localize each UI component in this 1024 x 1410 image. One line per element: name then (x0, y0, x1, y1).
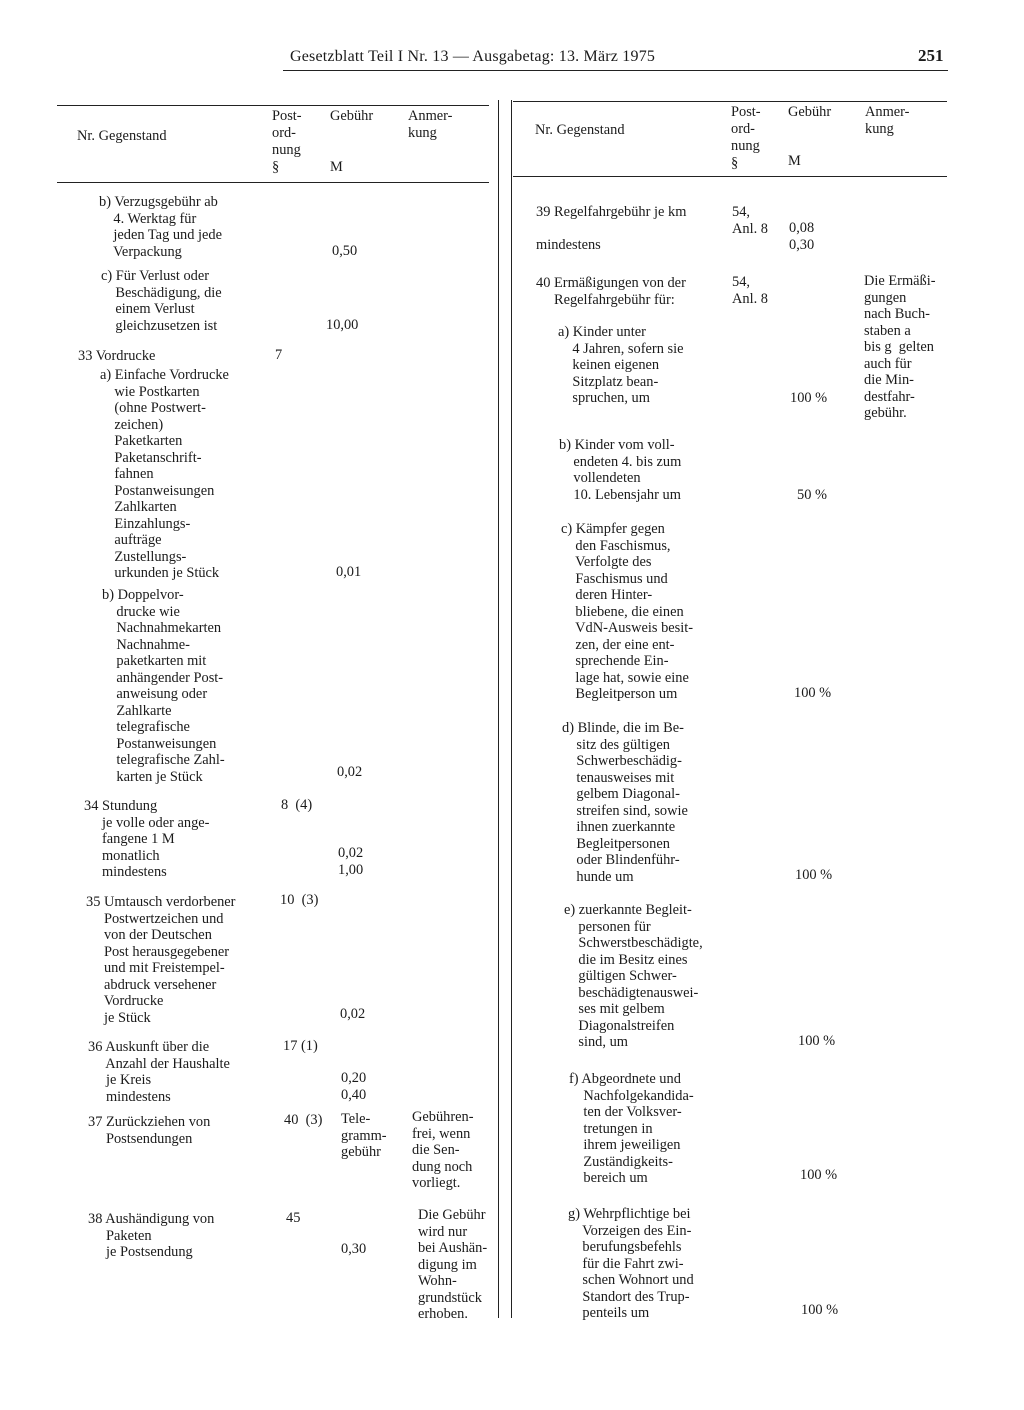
left-header-postordnung: Post- ord- nung § (272, 108, 302, 175)
row-40-note: Die Ermäßi- gungen nach Buch- staben a bis g gelten auch für die Min- destfahr- gebühr. (864, 273, 936, 421)
row-36-text: 36 Auskunft über die Anzahl der Haushalte je Kreis mindestens (88, 1039, 230, 1105)
row-40-paragraph: 54, Anl. 8 (732, 274, 768, 307)
header-rule (283, 70, 948, 71)
left-header-anmerkung: Anmer- kung (408, 108, 453, 141)
right-table-top-rule (513, 101, 947, 102)
right-header-unit: M (788, 153, 801, 169)
row-33-text: 33 Vordrucke (78, 348, 156, 364)
row-40g-fee: 100 % (801, 1302, 839, 1318)
left-header-gebuehr: Gebühr (330, 108, 374, 124)
row-33a-text: a) Einfache Vordrucke wie Postkarten (ohne Postwert- zeichen) Paketkarten Paketanschrift- fahnen Postanweisungen Zahlkarten Einzahlungs- aufträge Zustellungs- urkunden je Stück (100, 367, 229, 581)
row-40f-text: f) Abgeordnete und Nachfolgekandida- ten der Volksver- tretungen in ihrem jeweiligen Zuständigkeits- bereich um (569, 1071, 694, 1186)
row-40a-fee: 100 % (790, 390, 828, 406)
page-header: Gesetzblatt Teil I Nr. 13 — Ausgabetag: 13. März 1975 (290, 48, 656, 65)
row-39-fee: 0,08 0,30 (789, 220, 815, 253)
row-40f-fee: 100 % (800, 1167, 838, 1183)
right-header-gebuehr: Gebühr (788, 104, 832, 120)
row-33b-fee: 0,02 (337, 764, 363, 780)
row-32b-text: b) Verzugsgebühr ab 4. Werktag für jeden Tag und jede Verpackung (99, 194, 223, 260)
row-37-paragraph: 40 (3) (284, 1112, 323, 1128)
row-38-paragraph: 45 (286, 1210, 301, 1226)
row-32c-text: c) Für Verlust oder Beschädigung, die einem Verlust gleichzusetzen ist (101, 268, 222, 334)
row-33b-text: b) Doppelvor- drucke wie Nachnahmekarten Nachnahme- paketkarten mit anhängender Post- anweisung oder Zahlkarte telegrafische Postanweisungen telegrafische Zahl- karten je Stück (102, 587, 225, 785)
left-header-unit: M (330, 159, 343, 175)
row-35-paragraph: 10 (3) (280, 892, 319, 908)
row-39-paragraph: 54, Anl. 8 (732, 204, 768, 237)
row-40b-fee: 50 % (797, 487, 827, 503)
left-table-top-rule (57, 105, 489, 106)
left-column-divider (498, 100, 499, 1318)
row-38-note: Die Gebühr wird nur bei Aushän- digung im Wohn- grundstück erhoben. (418, 1207, 488, 1322)
row-35-fee: 0,02 (340, 1006, 366, 1022)
row-38-text: 38 Aushändigung von Paketen je Postsendung (88, 1211, 215, 1260)
row-40c-text: c) Kämpfer gegen den Faschismus, Verfolgte des Faschismus und deren Hinter- bliebene, die einen VdN-Ausweis besit- zen, der eine ent- sprechende Ein- lage hat, sowie eine Begleitperson um (561, 521, 694, 702)
row-35-text: 35 Umtausch verdorbener Postwertzeichen und von der Deutschen Post herausgegebener und mit Freistempel- abdruck versehener Vordrucke je Stück (86, 894, 236, 1026)
row-37-text: 37 Zurückziehen von Postsendungen (88, 1114, 211, 1147)
row-34-text: 34 Stundung je volle oder ange- fangene 1 M monatlich mindestens (84, 798, 210, 880)
right-header-postordnung: Post- ord- nung § (731, 104, 761, 171)
row-40b-text: b) Kinder vom voll- endeten 4. bis zum vollendeten 10. Lebensjahr um (559, 437, 682, 503)
row-33a-fee: 0,01 (336, 564, 362, 580)
row-40g-text: g) Wehrpflichtige bei Vorzeigen des Ein- berufungsbefehls für die Fahrt zwi- schen Wohnort und Standort des Trup- penteils um (568, 1206, 694, 1321)
row-38-fee: 0,30 (341, 1241, 367, 1257)
row-40d-text: d) Blinde, die im Be- sitz des gültigen Schwerbeschädig- tenausweises mit gelbem Diagonal- streifen sind, sowie ihnen zuerkannte Begleitpersonen oder Blindenführ- hunde um (562, 720, 688, 885)
left-header-nr-gegenstand: Nr. Gegenstand (77, 128, 167, 144)
row-36-paragraph: 17 (1) (283, 1038, 318, 1054)
row-40e-text: e) zuerkannte Begleit- personen für Schwerstbeschädigte, die im Besitz eines gültigen Schwer- beschädigtenauswei- ses mit gelbem Diagonalstreifen sind, um (564, 902, 703, 1050)
row-36-fee: 0,20 0,40 (341, 1070, 367, 1103)
right-column-divider (511, 100, 512, 1318)
row-40c-fee: 100 % (794, 685, 832, 701)
row-40a-text: a) Kinder unter 4 Jahren, sofern sie keinen eigenen Sitzplatz bean- spruchen, um (558, 324, 684, 406)
row-32c-fee: 10,00 (326, 317, 359, 333)
row-37-note: Gebühren- frei, wenn die Sen- dung noch vorliegt. (412, 1109, 474, 1191)
right-table-header-rule (513, 176, 947, 177)
right-header-nr-gegenstand: Nr. Gegenstand (535, 122, 625, 138)
row-33-paragraph: 7 (275, 347, 283, 363)
right-header-anmerkung: Anmer- kung (865, 104, 910, 137)
row-39-text: 39 Regelfahrgebühr je km mindestens (536, 204, 687, 253)
row-40-text: 40 Ermäßigungen von der Regelfahrgebühr für: (536, 275, 686, 308)
row-34-fee: 0,02 1,00 (338, 845, 364, 878)
row-32b-fee: 0,50 (332, 243, 358, 259)
row-37-fee: Tele- gramm- gebühr (341, 1111, 387, 1160)
row-34-paragraph: 8 (4) (281, 797, 313, 813)
row-40d-fee: 100 % (795, 867, 833, 883)
page-number: 251 (918, 46, 944, 65)
row-40e-fee: 100 % (798, 1033, 836, 1049)
left-table-header-rule (57, 182, 489, 183)
